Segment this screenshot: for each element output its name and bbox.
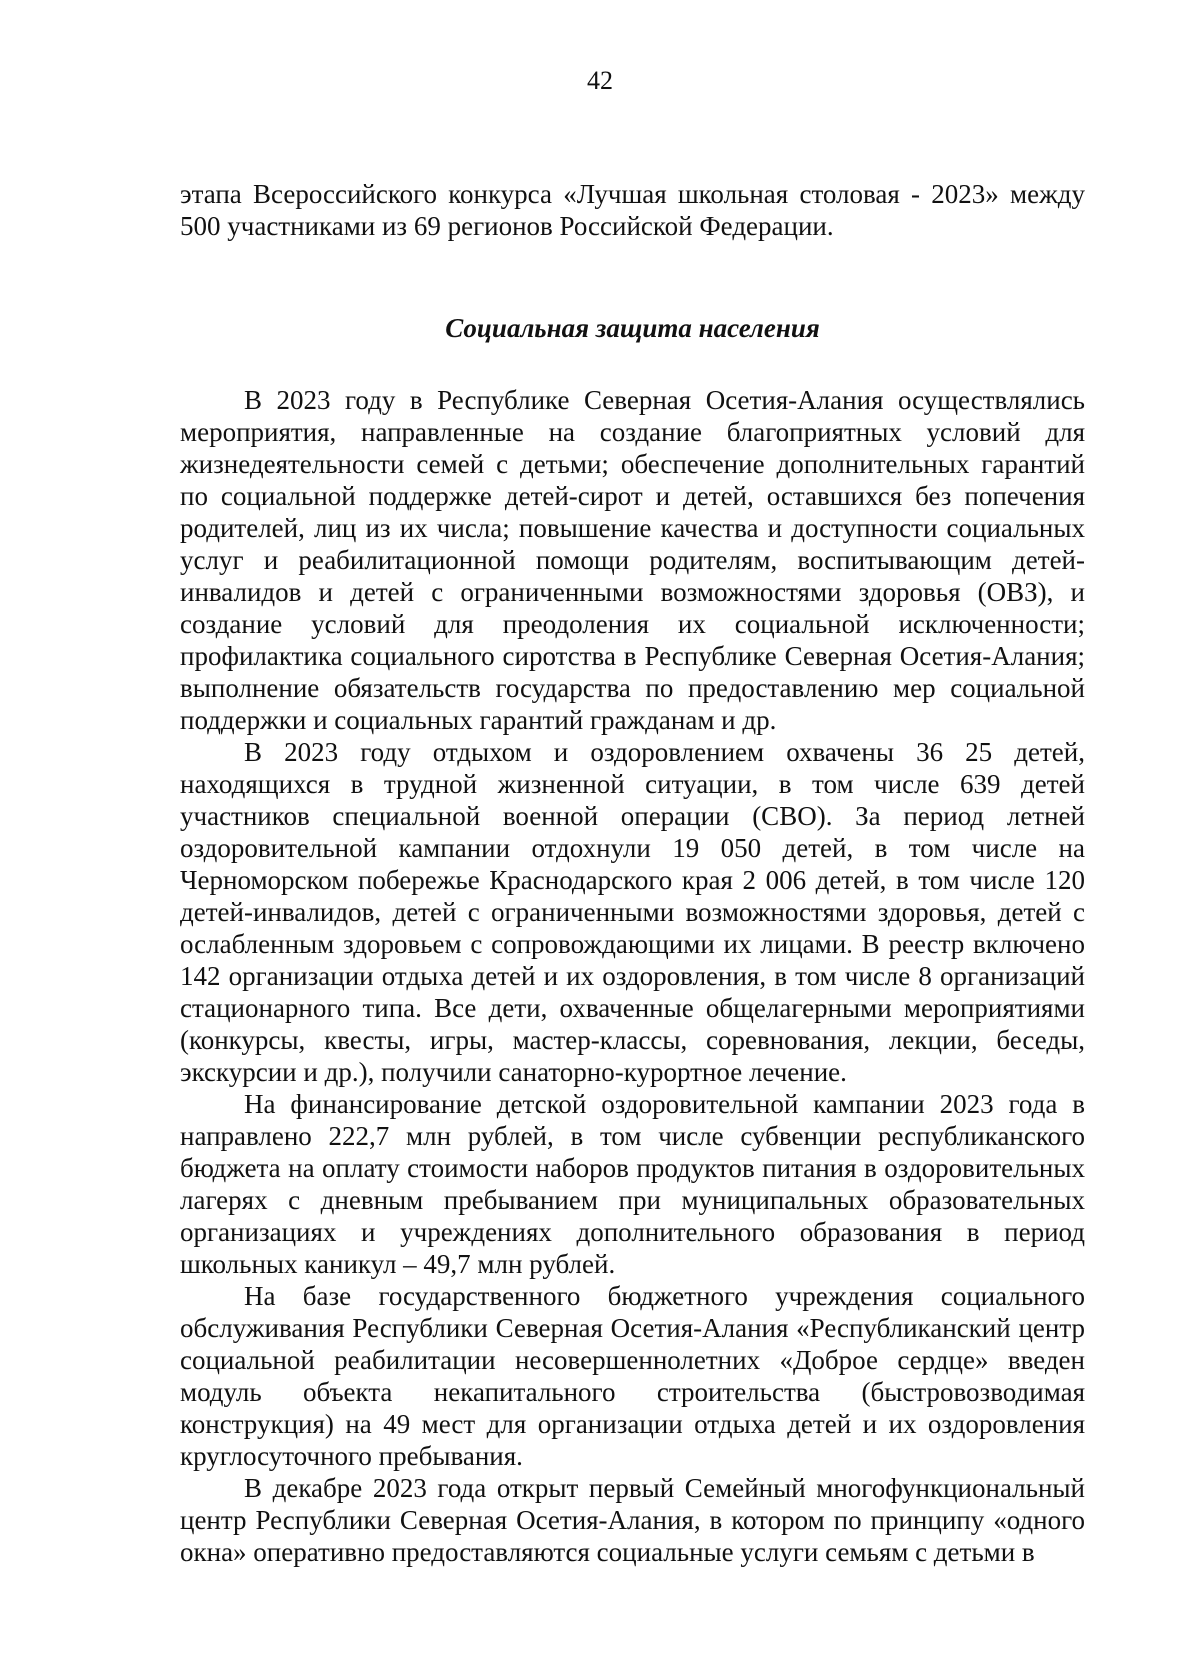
page-body [180,178,1085,1568]
paragraph-financing: На финансирование детской оздоровительной кампании 2023 года в направлено 222,7 млн рублей, в том числе субвенции республиканского бюджета на оплату стоимости наборов продуктов питания в оздоровительных лагерях с дневным пребыванием при муниципальных образовательных организациях и учреждениях дополнительного образования в период школьных каникул – 49,7 млн рублей. [180,1089,1085,1279]
paragraph-family-center: В декабре 2023 года открыт первый Семейный многофункциональный центр Республики Северная Осетия-Алания, в котором по принципу «одного окна» оперативно предоставляются социальные услуги семьям с детьми в [180,1473,1085,1567]
paragraph-children-recreation: В 2023 году отдыхом и оздоровлением охвачены 36 25 детей, находящихся в трудной жизненной ситуации, в том числе 639 детей участников специальной военной операции (СВО). За период летней оздоровительной кампании отдохнули 19 050 детей, в том числе на Черноморском побережье Краснодарского края 2 006 детей, в том числе 120 детей-инвалидов, детей с ограниченными возможностями здоровья, детей с ослабленным здоровьем с сопровождающими их лицами. В реестр включено 142 организации отдыха детей и их оздоровления, в том числе 8 организаций стационарного типа. Все дети, охваченные общелагерными мероприятиями (конкурсы, квесты, игры, мастер-классы, соревнования, лекции, беседы, экскурсии и др.), получили санаторно-курортное лечение. [180,737,1085,1087]
paragraph-rehabilitation-center: На базе государственного бюджетного учреждения социального обслуживания Республики Северная Осетия-Алания «Республиканский центр социальной реабилитации несовершеннолетних «Доброе сердце» введен модуль объекта некапитального строительства (быстровозводимая конструкция) на 49 мест для организации отдыха детей и их оздоровления круглосуточного пребывания. [180,1281,1085,1471]
paragraph-social-measures: В 2023 году в Республике Северная Осетия-Алания осуществлялись мероприятия, направленные на создание благоприятных условий для жизнедеятельности семей с детьми; обеспечение дополнительных гарантий по социальной поддержке детей-сирот и детей, оставшихся без попечения родителей, лиц из их числа; повышение качества и доступности социальных услуг и реабилитационной помощи родителям, воспитывающим детей-инвалидов и детей с ограниченными возможностями здоровья (ОВЗ), и создание условий для преодоления их социальной исключенности; профилактика социального сиротства в Республике Северная Осетия-Алания; выполнение обязательств государства по предоставлению мер социальной поддержки и социальных гарантий гражданам и др. [180,385,1085,735]
section-title: Социальная защита населения [445,313,820,343]
page-number: 42 [587,66,613,95]
intro-paragraph: этапа Всероссийского конкурса «Лучшая школьная столовая - 2023» между 500 участниками из 69 регионов Российской Федерации. [180,179,1085,241]
